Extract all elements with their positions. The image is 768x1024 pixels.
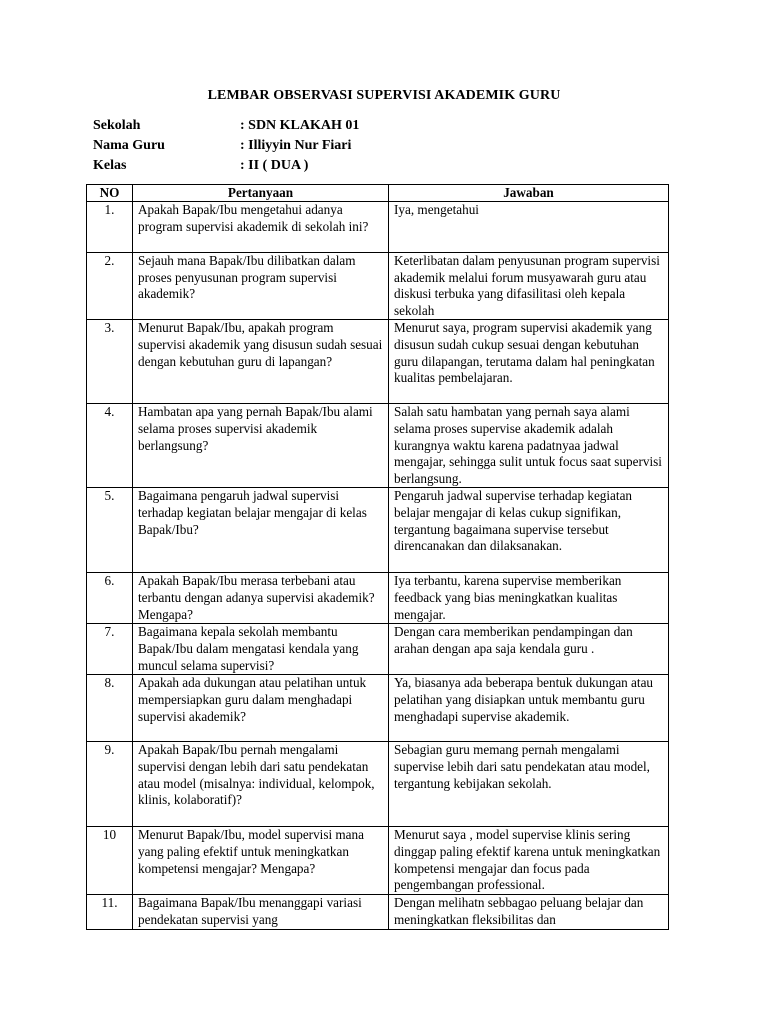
row-number: 4. — [87, 404, 133, 488]
table-row — [87, 488, 669, 573]
row-answer: Salah satu hambatan yang pernah saya alami selama proses supervise akademik adalah kurangnya waktu karena padatnyaa jadwal mengajar, sehingga sulit untuk focus saat supervisi berlangsung. — [389, 404, 669, 488]
row-question: Bagaimana kepala sekolah membantu Bapak/Ibu dalam mengatasi kendala yang muncul selama supervisi? — [133, 624, 389, 675]
header-no: NO — [87, 185, 133, 202]
row-number: 6. — [87, 573, 133, 624]
table-row — [87, 404, 669, 488]
table-row — [87, 827, 669, 895]
row-number: 2. — [87, 253, 133, 320]
row-answer: Keterlibatan dalam penyusunan program supervisi akademik melalui forum musyawarah guru atau diskusi terbuka yang difasilitasi oleh kepala sekolah — [389, 253, 669, 320]
row-answer: Iya terbantu, karena supervise memberikan feedback yang bias meningkatkan kualitas mengajar. — [389, 573, 669, 624]
row-question: Apakah Bapak/Ibu pernah mengalami supervisi dengan lebih dari satu pendekatan atau model (misalnya: individual, kelompok, klinis, kolaboratif)? — [133, 742, 389, 827]
table-row — [87, 675, 669, 742]
table-row — [87, 624, 669, 675]
row-number: 5. — [87, 488, 133, 573]
row-answer: Ya, biasanya ada beberapa bentuk dukungan atau pelatihan yang disiapkan untuk membantu guru menghadapi supervise akademik. — [389, 675, 669, 742]
info-value: : Illiyyin Nur Fiari — [240, 138, 352, 153]
info-row-class — [93, 156, 359, 176]
info-label: Kelas — [93, 158, 127, 173]
row-question: Menurut Bapak/Ibu, model supervisi mana yang paling efektif untuk meningkatkan kompetensi mengajar? Mengapa? — [133, 827, 389, 895]
table-header-row — [87, 185, 669, 202]
row-number: 1. — [87, 202, 133, 253]
header-question: Pertanyaan — [133, 185, 389, 202]
row-number: 8. — [87, 675, 133, 742]
row-answer: Menurut saya , model supervise klinis sering dinggap paling efektif karena untuk meningkatkan kompetensi mengajar dan focus pada pengembangan professional. — [389, 827, 669, 895]
row-question: Apakah Bapak/Ibu mengetahui adanya program supervisi akademik di sekolah ini? — [133, 202, 389, 253]
table-row — [87, 320, 669, 404]
row-number: 11. — [87, 895, 133, 929]
row-answer: Pengaruh jadwal supervise terhadap kegiatan belajar mengajar di kelas cukup signifikan, tergantung bagaimana supervise tersebut direncanakan dan dilaksanakan. — [389, 488, 669, 573]
observation-table — [86, 184, 669, 930]
row-number: 9. — [87, 742, 133, 827]
table-row — [87, 573, 669, 624]
row-answer: Sebagian guru memang pernah mengalami supervise lebih dari satu pendekatan atau model, tergantung kebijakan sekolah. — [389, 742, 669, 827]
row-question: Bagaimana Bapak/Ibu menanggapi variasi pendekatan supervisi yang — [133, 895, 389, 929]
table-row — [87, 202, 669, 253]
identity-info — [93, 116, 359, 176]
info-value: : SDN KLAKAH 01 — [240, 118, 360, 133]
row-question: Apakah ada dukungan atau pelatihan untuk mempersiapkan guru dalam menghadapi supervisi akademik? — [133, 675, 389, 742]
row-question: Apakah Bapak/Ibu merasa terbebani atau terbantu dengan adanya supervisi akademik? Mengapa? — [133, 573, 389, 624]
row-answer: Menurut saya, program supervisi akademik yang disusun sudah cukup sesuai dengan kebutuhan guru dilapangan, terutama dalam hal peningkatan kualitas pembelajaran. — [389, 320, 669, 404]
info-row-school — [93, 116, 359, 136]
row-number: 7. — [87, 624, 133, 675]
row-answer: Iya, mengetahui — [389, 202, 669, 253]
row-number: 10 — [87, 827, 133, 895]
row-number: 3. — [87, 320, 133, 404]
header-answer: Jawaban — [389, 185, 669, 202]
row-question: Hambatan apa yang pernah Bapak/Ibu alami selama proses supervisi akademik berlangsung? — [133, 404, 389, 488]
document-title: LEMBAR OBSERVASI SUPERVISI AKADEMIK GURU — [207, 88, 561, 103]
row-answer: Dengan cara memberikan pendampingan dan arahan dengan apa saja kendala guru . — [389, 624, 669, 675]
info-value: : II ( DUA ) — [240, 158, 309, 173]
row-question: Sejauh mana Bapak/Ibu dilibatkan dalam proses penyusunan program supervisi akademik? — [133, 253, 389, 320]
info-row-teacher — [93, 136, 359, 156]
info-label: Nama Guru — [93, 138, 165, 153]
info-label: Sekolah — [93, 118, 141, 133]
row-question: Menurut Bapak/Ibu, apakah program supervisi akademik yang disusun sudah sesuai dengan kebutuhan guru di lapangan? — [133, 320, 389, 404]
table-row — [87, 895, 669, 929]
table-row — [87, 742, 669, 827]
table-row — [87, 253, 669, 320]
row-question: Bagaimana pengaruh jadwal supervisi terhadap kegiatan belajar mengajar di kelas Bapak/Ibu? — [133, 488, 389, 573]
row-answer: Dengan melihatn sebbagao peluang belajar dan meningkatkan fleksibilitas dan — [389, 895, 669, 929]
